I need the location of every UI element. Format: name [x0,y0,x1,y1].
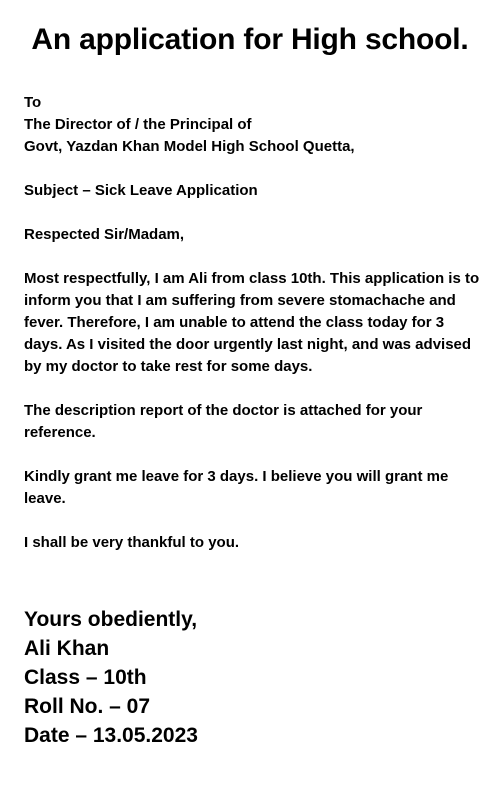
spacer [24,510,480,532]
spacer [24,444,480,466]
spacer [24,158,480,180]
spacer [24,246,480,268]
closing-name: Ali Khan [24,637,110,660]
subject-line: Subject – Sick Leave Application [24,182,258,199]
letter-closing [24,605,480,750]
body-paragraph-4: I shall be very thankful to you. [24,534,240,551]
closing-signoff: Yours obediently, [24,608,198,631]
salutation: Respected Sir/Madam, [24,226,185,243]
spacer [24,378,480,400]
address-recipient: The Director of / the Principal of [24,116,252,133]
address-school: Govt, Yazdan Khan Model High School Quetta, [24,138,355,155]
closing-class: Class – 10th [24,666,147,689]
closing-roll: Roll No. – 07 [24,695,151,718]
address-to: To [24,94,42,111]
closing-date: Date – 13.05.2023 [24,724,198,747]
page-title: An application for High school. [31,23,469,56]
letter-body [24,92,480,554]
body-paragraph-2: The description report of the doctor is attached for your reference. [24,402,423,441]
body-paragraph-3: Kindly grant me leave for 3 days. I believe you will grant me leave. [24,468,449,507]
body-paragraph-1: Most respectfully, I am Ali from class 10th. This application is to inform you that I am suffering from severe stomachache and fever. Therefore, I am unable to attend the class today for 3 days. As I visited the door urgently last night, and was advised by my doctor to take rest for some days. [24,270,480,375]
spacer [24,202,480,224]
